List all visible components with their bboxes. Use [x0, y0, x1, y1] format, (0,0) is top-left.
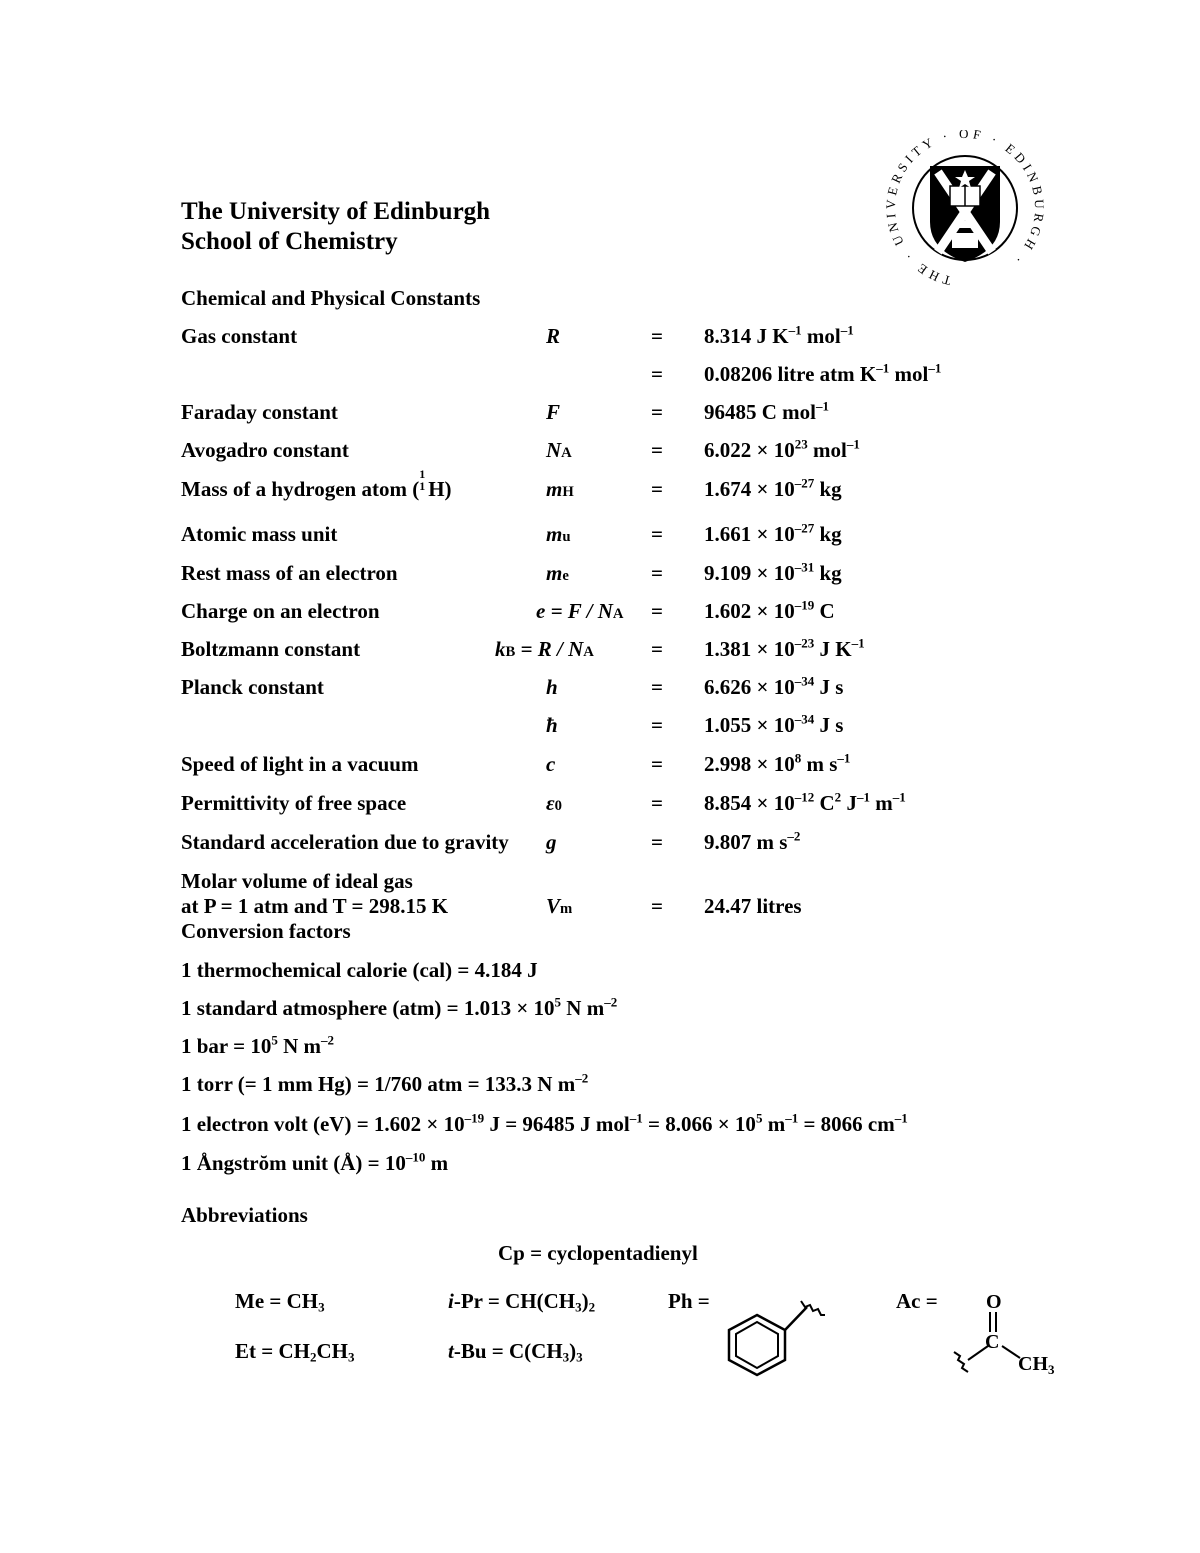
- equals-sign: =: [651, 599, 663, 623]
- equals-sign: =: [651, 477, 663, 501]
- university-crest-logo: [880, 130, 1050, 290]
- constant-label: Charge on an electron: [181, 599, 380, 623]
- equals-sign: =: [651, 830, 663, 854]
- equals-sign: =: [651, 522, 663, 546]
- constants-heading: Chemical and Physical Constants: [181, 286, 481, 310]
- svg-text:O: O: [986, 1291, 1002, 1313]
- constant-symbol: kB = R / NA: [495, 637, 594, 661]
- constant-label: Permittivity of free space: [181, 791, 407, 815]
- equals-sign: =: [651, 894, 663, 918]
- constant-value: 96485 C mol$^{-1}$: [704, 398, 830, 424]
- constant-label: Molar volume of ideal gas: [181, 869, 413, 893]
- equals-sign: =: [651, 752, 663, 776]
- conversion-line: 1 bar = $10^5$ N $m^{-2}$: [181, 1032, 335, 1058]
- equals-sign: =: [651, 561, 663, 585]
- constant-label: Atomic mass unit: [181, 522, 338, 546]
- conversion-line: 1 electron volt $(eV) = 1.602 \times 10^{-19}$ J = 96485 J $mol^{-1} = 8.066 \times 10^5$ $m^{-1} = 8066$ $cm^{-1}$: [181, 1110, 908, 1136]
- conversion-line: 1 thermochemical calorie (cal) = 4.184 J: [181, 958, 538, 982]
- constant-value: $1.602 \times 10^{-19}$ C: [704, 597, 835, 623]
- constant-value: $6.022 \times 10^{23}$ mol$^{-1}$: [704, 436, 860, 462]
- constant-label: Avogadro constant: [181, 438, 349, 462]
- constant-symbol: Vm: [546, 894, 573, 918]
- acetyl-structure: [950, 1288, 1065, 1378]
- constant-value: $6.626 \times 10^{-34}$ J s: [704, 673, 844, 699]
- constant-symbol: R: [546, 324, 561, 348]
- phenyl-structure: [715, 1285, 840, 1380]
- constant-symbol: g: [546, 830, 557, 854]
- abbrev-et: $Et = CH_2CH_3$: [235, 1339, 355, 1365]
- abbreviations-heading: Abbreviations: [181, 1203, 308, 1227]
- constant-value: $1.661 \times 10^{-27}$ kg: [704, 520, 842, 546]
- constant-symbol: ħ: [546, 713, 558, 737]
- conversion-line: 1 Ångstrŏm unit (Å) = $10^{-10}$ m: [181, 1149, 449, 1175]
- svg-text:CH3: $CH_3$: [1018, 1353, 1055, 1377]
- equals-sign: =: [651, 362, 663, 386]
- constant-symbol: ε0: [546, 791, 562, 815]
- abbrev-ipr: $i-Pr = CH(CH_3)_2$: [448, 1289, 596, 1315]
- constant-symbol: me: [546, 561, 569, 585]
- constant-symbol: e = F / NA: [536, 599, 624, 623]
- abbrev-tbu: $t-Bu = C(CH_3)_3$: [448, 1339, 583, 1365]
- equals-sign: =: [651, 637, 663, 661]
- constant-label: Mass of a hydrogen atom ( 1 1 H): [181, 467, 452, 501]
- university-name: The University of Edinburgh: [181, 198, 491, 225]
- constant-symbol: mH: [546, 477, 574, 501]
- equals-sign: =: [651, 324, 663, 348]
- conversions-heading: Conversion factors: [181, 919, 351, 943]
- svg-text:C: C: [985, 1331, 1000, 1353]
- constant-label: Boltzmann constant: [181, 637, 361, 661]
- constant-value: 24.47 litres: [704, 894, 802, 918]
- conversion-line: 1 standard atmosphere $(atm) = 1.013 \times 10^5$ N $m^{-2}$: [181, 994, 618, 1020]
- constant-label: Rest mass of an electron: [181, 561, 398, 585]
- constant-value: $2.998 \times 10^8$ m $s^{-1}$: [704, 750, 851, 776]
- constant-value: 0.08206 litre atm $K^{-1}$ mol$^{-1}$: [704, 360, 942, 386]
- constant-symbol: h: [546, 675, 558, 699]
- constant-value: 8.314 J $K^{-1}$ mol$^{-1}$: [704, 322, 854, 348]
- equals-sign: =: [651, 713, 663, 737]
- equals-sign: =: [651, 675, 663, 699]
- constant-label: Gas constant: [181, 324, 298, 348]
- constant-symbol: F: [546, 400, 561, 424]
- constant-value: $9.109 \times 10^{-31}$ kg: [704, 559, 842, 585]
- constant-value: $1.674 \times 10^{-27}$ kg: [704, 475, 842, 501]
- abbrev-cp: Cp = cyclopentadienyl: [498, 1241, 698, 1265]
- constant-label: Faraday constant: [181, 400, 338, 424]
- equals-sign: =: [651, 438, 663, 462]
- constant-label: Speed of light in a vacuum: [181, 752, 419, 776]
- conversion-line: 1 torr (= 1 mm Hg) = 1/760 atm = 133.3 N $m^{-2}$: [181, 1070, 589, 1096]
- constant-label-condition: at P = 1 atm and T = 298.15 K: [181, 894, 449, 918]
- equals-sign: =: [651, 791, 663, 815]
- constant-value: $8.854 \times 10^{-12}$ $C^2$ $J^{-1}$ $m^{-1}$: [704, 789, 906, 815]
- abbrev-ph: Ph =: [668, 1289, 710, 1313]
- constant-label: Standard acceleration due to gravity: [181, 830, 509, 854]
- constant-value: $1.381 \times 10^{-23}$ J $K^{-1}$: [704, 635, 865, 661]
- constant-symbol: c: [546, 752, 556, 776]
- abbrev-ac: Ac =: [896, 1289, 938, 1313]
- constant-symbol: mu: [546, 522, 571, 546]
- constant-symbol: NA: [546, 438, 572, 462]
- equals-sign: =: [651, 400, 663, 424]
- constant-value: 9.807 m $s^{-2}$: [704, 828, 801, 854]
- abbrev-me: $Me = CH_3$: [235, 1289, 325, 1315]
- constant-value: $1.055 \times 10^{-34}$ J s: [704, 711, 844, 737]
- svg-text:THE · UNIVERSITY · OF · EDINBU: THE · UNIVERSITY · OF · EDINBURGH ·: [882, 130, 1048, 289]
- school-name: School of Chemistry: [181, 228, 398, 255]
- constant-label: Planck constant: [181, 675, 324, 699]
